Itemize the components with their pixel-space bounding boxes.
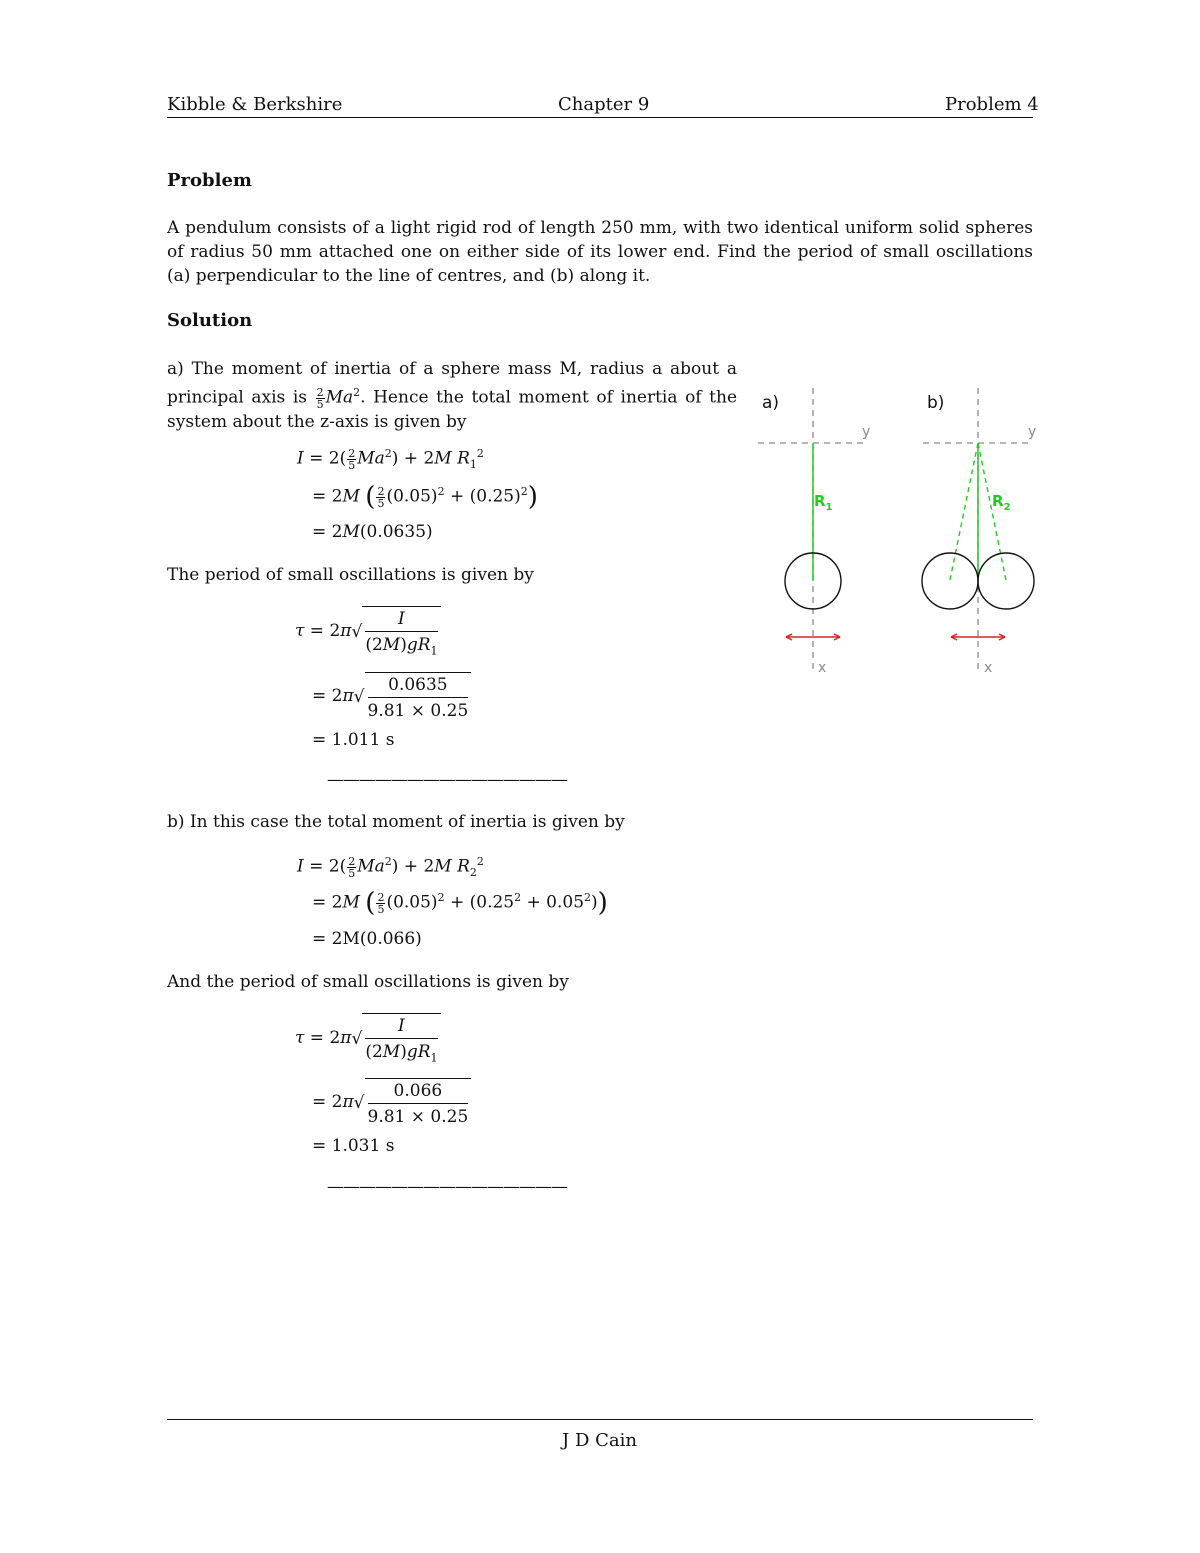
header-left: Kibble & Berkshire: [167, 94, 343, 115]
part-b-intro: b) In this case the total moment of inertia is given by: [167, 812, 625, 832]
part-b-period-line2: = 2π√ $\frac{0.066}{9.81 \times 0.25}$: [312, 1078, 471, 1127]
solution-heading: Solution: [167, 310, 253, 331]
header-center: Chapter 9: [558, 94, 650, 115]
r2-label: $R_2$: [992, 492, 1011, 513]
sphere-b-left: [922, 553, 978, 609]
part-b-period-num: 0.066: [368, 1081, 469, 1104]
problem-heading: Problem: [167, 170, 252, 191]
part-b-period-result: = 1.031 s: [312, 1136, 395, 1156]
footer-author: J D Cain: [562, 1430, 637, 1451]
part-a-eq-line1: I = 2( $\frac{2}{5}$ $Ma^2) + 2M$ $R_1^2$: [297, 446, 484, 472]
part-a-intro: a) The moment of inertia of a sphere mass M, radius a about a principal axis is $\frac{2}{5}$ Ma$^2$. Hence the total moment of inertia of the system about the z-axis is given by: [167, 359, 738, 432]
figure-label-a: a): [762, 393, 780, 413]
part-b-eq-line3: = 2M(0.066): [312, 929, 422, 949]
part-a-intro-text-1: a) The moment of inertia of a sphere mass M, radius a about a principal axis is: [167, 359, 737, 408]
header-rule: [167, 117, 1033, 118]
part-a-intro-text-2: Hence the total moment of inertia of the system about the z-axis is given by: [167, 387, 738, 432]
period-intro-a: The period of small oscillations is given by: [167, 565, 534, 585]
x-label-b: x: [984, 660, 993, 676]
pendulum-diagram: [750, 380, 1070, 680]
part-b-period-line1: τ = 2π√ $\frac{I}{(2M)gR_1}$: [295, 1013, 441, 1064]
fraction-two-fifths: $\frac{2}{5}$: [316, 385, 324, 411]
footer-rule: [167, 1419, 1033, 1420]
y-label-b: y: [1028, 424, 1037, 440]
part-b-period-den: 9.81 × 0.25: [367, 1107, 469, 1127]
part-b-eq-line2: = 2M ( $\frac{2}{5}$ $(0.05)^2 + (0.25^2 + 0.05^2)$): [312, 888, 608, 918]
part-a-period-line1: τ = 2π√ $\frac{I}{(2M)gR_1}$: [295, 606, 441, 657]
diagram-b: [922, 388, 1036, 676]
part-a-eq-line3: = 2M(0.0635): [312, 522, 433, 542]
y-label-a: y: [862, 424, 871, 440]
problem-text: A pendulum consists of a light rigid rod of length 250 mm, with two identical uniform solid spheres of radius 50 mm attached one on either side of its lower end. Find the period of small oscillations (a) perpendicular to the line of centres, and (b) along it.: [167, 218, 1033, 286]
sphere-b-right: [978, 553, 1034, 609]
part-a-period-line2: = 2π√ $\frac{0.0635}{9.81 \times 0.25}$: [312, 672, 471, 721]
header-right: Problem 4: [945, 94, 1039, 115]
diagram-a: [758, 388, 870, 676]
part-a-period-den: 9.81 × 0.25: [367, 701, 469, 721]
r1-label: $R_1$: [814, 492, 833, 513]
period-intro-b: And the period of small oscillations is given by: [167, 972, 569, 992]
part-a-period-num: 0.0635: [368, 675, 469, 698]
part-a-eq-line2: = 2M ( $\frac{2}{5}$ $(0.05)^2 + (0.25)^2$): [312, 482, 538, 512]
separator-b: ———————————————: [327, 1177, 567, 1197]
r2-line-left: [950, 443, 978, 580]
figure-label-b: b): [927, 393, 945, 413]
x-label-a: x: [818, 660, 827, 676]
part-b-eq-line1: I = 2( $\frac{2}{5}$ $Ma^2) + 2M$ $R_2^2$: [297, 854, 484, 880]
separator-a: ———————————————: [327, 770, 567, 790]
part-a-period-result: = 1.011 s: [312, 730, 395, 750]
r2-line-right: [978, 443, 1006, 580]
